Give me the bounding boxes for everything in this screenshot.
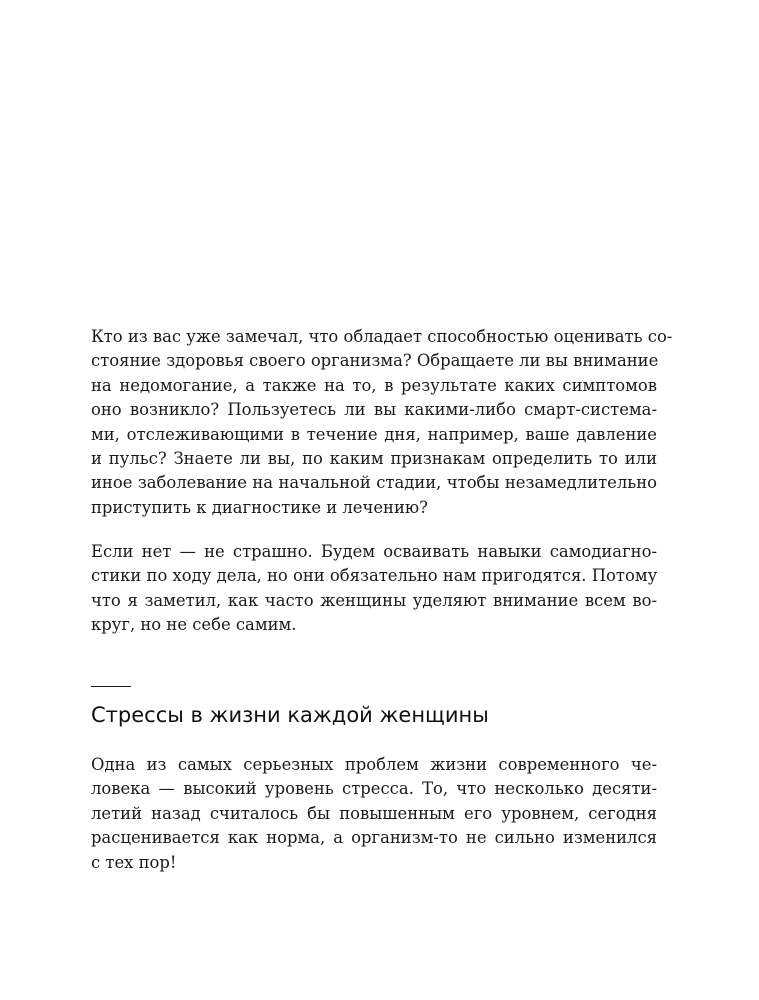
text-line: ловека — высокий уровень стресса. То, что несколько десяти- <box>91 779 657 799</box>
paragraph-stress <box>91 753 657 875</box>
text-line: Если нет — не страшно. Будем осваивать навыки самодиагно- <box>91 542 657 561</box>
text-line: круг, но не себе самим. <box>91 615 297 635</box>
text-line: расценивается как норма, а организм-то не сильно изменился <box>91 828 657 848</box>
text-line: Кто из вас уже замечал, что обладает способностью оценивать со- <box>91 327 673 346</box>
text-line: летий назад считалось бы повышенным его уровнем, сегодня <box>91 803 657 823</box>
text-line: оно возникло? Пользуетесь ли вы какими-либо смарт-система- <box>91 400 657 420</box>
text-line: на недомогание, а также на то, в результате каких симптомов <box>91 375 657 395</box>
text-line: приступить к диагностике и лечению? <box>91 497 428 517</box>
section-heading: Стрессы в жизни каждой женщины <box>91 703 489 727</box>
text-line: с тех пор! <box>91 852 177 872</box>
text-line: Одна из самых серьезных проблем жизни современного че- <box>91 755 657 774</box>
text-line: ми, отслеживающими в течение дня, например, ваше давление <box>91 424 657 444</box>
text-line: и пульс? Знаете ли вы, по каким признакам определить то или <box>91 448 657 468</box>
text-line: иное заболевание на начальной стадии, чтобы незамедлительно <box>91 473 657 493</box>
paragraph-self-diagnosis <box>91 540 657 638</box>
text-line: стояние здоровья своего организма? Обращаете ли вы внимание <box>91 351 659 371</box>
text-line: стики по ходу дела, но они обязательно нам пригодятся. Потому <box>91 566 658 586</box>
section-divider <box>91 686 131 687</box>
text-line: что я заметил, как часто женщины уделяют внимание всем во- <box>91 590 657 610</box>
paragraph-self-assessment <box>91 325 673 520</box>
